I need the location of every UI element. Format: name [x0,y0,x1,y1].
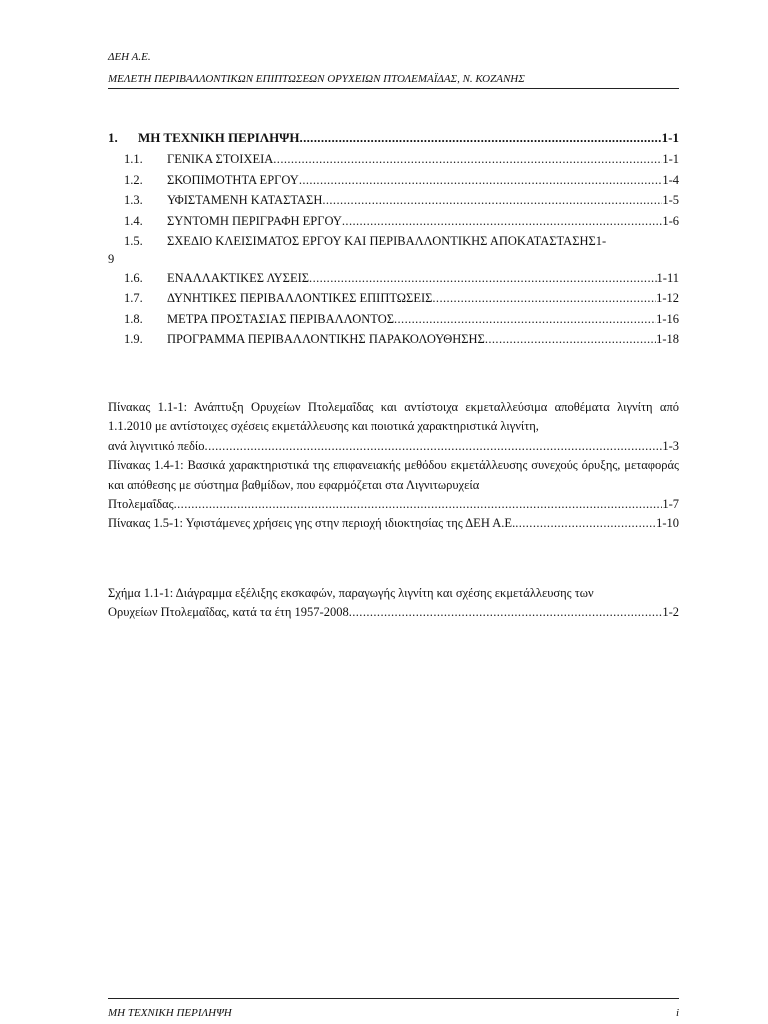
toc-entry-wrapped[interactable] [108,231,679,252]
toc-entry[interactable] [108,190,679,211]
entry-page: 1-3 [662,438,679,453]
entry-leader [174,495,663,514]
entry-text-end: Πίνακας 1.5-1: Υφιστάμενες χρήσεις γης στην περιοχή ιδιοκτησίας της ΔΕΗ Α.Ε. [108,516,516,531]
header-org: ΔΕΗ Α.Ε. [108,51,151,63]
toc-number: 1.1. [124,152,143,166]
toc-number: 1.7. [124,291,143,305]
toc-page: 1-12 [656,291,679,305]
toc-title: ΣΚΟΠΙΜΟΤΗΤΑ ΕΡΓΟΥ [167,172,299,187]
toc-page: 1-1 [661,130,679,145]
toc-page-part2: 9 [108,251,115,266]
entry-text-end: Ορυχείων Πτολεμαΐδας, κατά τα έτη 1957-2008 [108,605,349,620]
toc-leader [485,329,656,350]
entry-text: Πίνακας 1.1-1: Ανάπτυξη Ορυχείων Πτολεμαΐδας και αντίστοιχα εκμεταλλεύσιμα αποθέματα λιγνίτη από 1.1.2010 με αντίστοιχες σχέσεις εκμετάλλευσης και ποιοτικά χαρακτηριστικά λιγνίτη, [108,400,679,434]
table-entry[interactable] [108,398,679,456]
toc-title: ΓΕΝΙΚΑ ΣΤΟΙΧΕΙΑ [167,152,274,166]
toc-title: ΜΕΤΡΑ ΠΡΟΣΤΑΣΙΑΣ ΠΕΡΙΒΑΛΛΟΝΤΟΣ [167,311,394,326]
entry-text-end: ανά λιγνιτικό πεδίο [108,438,205,453]
toc-page: 1-16 [656,311,679,326]
toc-main-entry[interactable] [108,128,679,148]
toc-page: 1-5 [662,193,679,207]
table-entry[interactable] [108,456,679,514]
table-of-contents [108,128,679,350]
page-footer [108,998,679,1019]
toc-number: 1.3. [124,193,143,207]
toc-page: 1-18 [656,332,679,346]
toc-title: ΔΥΝΗΤΙΚΕΣ ΠΕΡΙΒΑΛΛΟΝΤΙΚΕΣ ΕΠΙΠΤΩΣΕΙΣ [167,291,433,305]
toc-entry[interactable] [108,329,679,350]
entry-leader [349,603,663,622]
toc-page: 1-1 [662,152,679,166]
entry-page: 1-2 [662,605,679,620]
toc-leader [273,149,662,170]
toc-title: ΠΡΟΓΡΑΜΜΑ ΠΕΡΙΒΑΛΛΟΝΤΙΚΗΣ ΠΑΡΑΚΟΛΟΥΘΗΣΗΣ [167,332,485,346]
toc-leader [300,128,662,148]
toc-number: 1.8. [124,311,143,326]
toc-number: 1.6. [124,270,143,285]
entry-text: Σχήμα 1.1-1: Διάγραμμα εξέλιξης εκσκαφών, παραγωγής λιγνίτη και σχέσης εκμετάλλευσης των [108,586,594,600]
entry-leader [205,437,663,456]
entry-page: 1-10 [656,516,679,531]
figure-entry[interactable] [108,584,679,623]
table-entry[interactable] [108,514,679,533]
toc-entry[interactable] [108,211,679,232]
toc-leader [322,190,662,211]
footer-page-number: i [675,1007,679,1019]
toc-leader [394,309,656,330]
entry-text: Πίνακας 1.4-1: Βασικά χαρακτηριστικά της επιφανειακής μεθόδου εκμετάλλευσης συνεχούς όρυξης, μεταφοράς και απόθεσης με σύστημα βαθμίδων, που εφαρμόζεται στα Λιγνιτωρυχεία [108,458,679,492]
toc-title: ΕΝΑΛΛΑΚΤΙΚΕΣ ΛΥΣΕΙΣ [167,270,310,285]
toc-number: 1.5. [124,234,143,248]
toc-leader [342,211,662,232]
toc-number: 1.2. [124,172,143,187]
entry-leader [515,514,656,533]
toc-title: ΥΦΙΣΤΑΜΕΝΗ ΚΑΤΑΣΤΑΣΗ [167,193,323,207]
toc-number: 1. [108,130,118,145]
footer-label: ΜΗ ΤΕΧΝΙΚΗ ΠΕΡΙΛΗΨΗ [108,1007,232,1019]
entry-text-end: Πτολεμαΐδας [108,497,174,512]
page-header [108,50,679,89]
list-of-figures [108,584,679,623]
toc-page: 1-11 [656,270,679,285]
toc-entry[interactable] [108,309,679,330]
toc-number: 1.4. [124,213,143,228]
toc-title: ΣΥΝΤΟΜΗ ΠΕΡΙΓΡΑΦΗ ΕΡΓΟΥ [167,213,342,228]
toc-title: ΜΗ ΤΕΧΝΙΚΗ ΠΕΡΙΛΗΨΗ [138,130,300,145]
entry-page: 1-7 [662,497,679,512]
toc-entry[interactable] [108,268,679,289]
header-rule [108,88,679,89]
toc-leader [299,170,663,191]
toc-leader [432,288,656,309]
list-of-tables [108,398,679,534]
header-study-title: ΜΕΛΕΤΗ ΠΕΡΙΒΑΛΛΟΝΤΙΚΩΝ ΕΠΙΠΤΩΣΕΩΝ ΟΡΥΧΕΙΩΝ ΠΤΟΛΕΜΑΪΔΑΣ, Ν. ΚΟΖΑΝΗΣ [108,73,525,85]
toc-page: 1-4 [662,172,679,187]
toc-leader [309,268,657,289]
toc-page-part1: 1- [595,234,607,248]
toc-title: ΣΧΕΔΙΟ ΚΛΕΙΣΙΜΑΤΟΣ ΕΡΓΟΥ ΚΑΙ ΠΕΡΙΒΑΛΛΟΝΤΙΚΗΣ ΑΠΟΚΑΤΑΣΤΑΣΗΣ [167,234,596,248]
toc-page: 1-6 [662,213,679,228]
toc-entry[interactable] [108,288,679,309]
toc-entry[interactable] [108,149,679,170]
toc-number: 1.9. [124,332,143,346]
toc-entry[interactable] [108,170,679,191]
